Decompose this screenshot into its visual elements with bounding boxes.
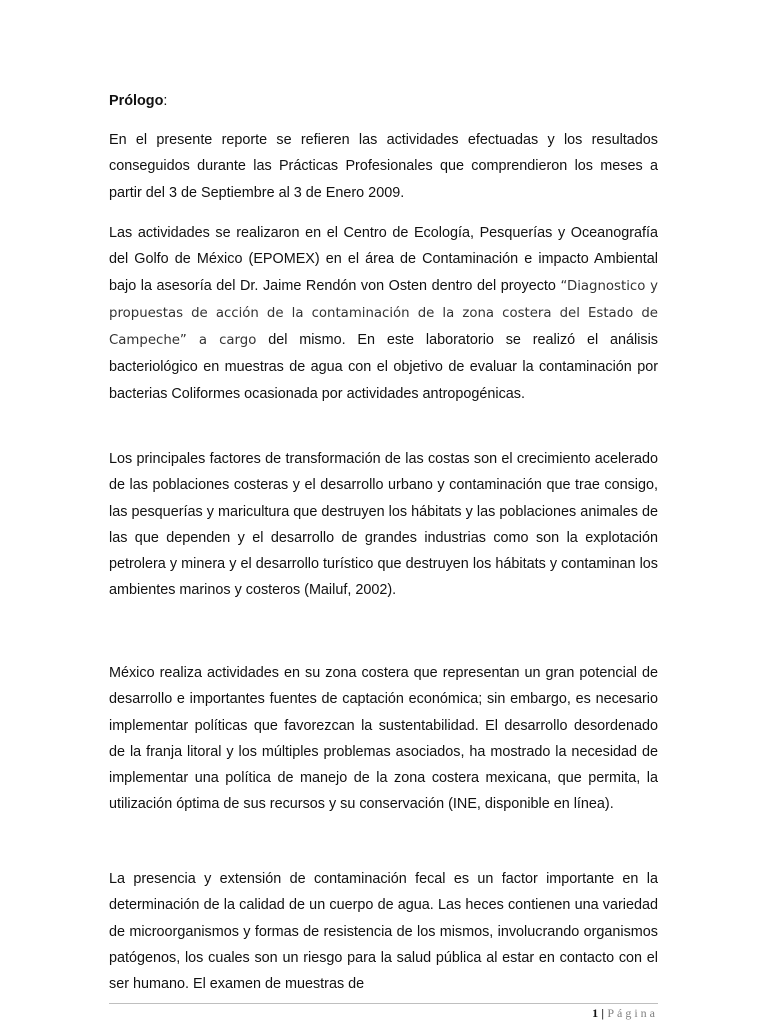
paragraph-mexico: México realiza actividades en su zona costera que representan un gran potencial de desarrollo e importantes fuentes de captación económica; sin embargo, es necesario implementar políticas que favorezcan la sustentabilidad. El desarrollo desordenado de la franja litoral y los múltiples problemas asociados, ha mostrado la necesidad de implementar una política de manejo de la zona costera mexicana, que permita, la utilización óptima de sus recursos y su conservación (INE, disponible en línea).: [109, 665, 658, 813]
paragraph-activities: [109, 220, 658, 407]
page-number: 1: [592, 1006, 599, 1020]
page-footer: [592, 1006, 658, 1020]
footer-separator: |: [601, 1006, 605, 1020]
footer-divider: [109, 1003, 658, 1004]
title-colon: :: [163, 93, 168, 109]
paragraph-activities-text-1: Las actividades se realizaron en el Centro de Ecología, Pesquerías y Oceanografía del Golfo de México (EPOMEX) en el área de Contaminación e impacto Ambiental bajo la asesoría del Dr. Jaime Rendón von Osten dentro del proyecto: [109, 225, 658, 294]
project-title-quote: “Diagnostico y propuestas de acción de la contaminación de la zona costera del Estado de Campeche” a cargo: [109, 278, 658, 349]
paragraph-activities-text-2: del mismo. En este laboratorio se realizó el análisis bacteriológico en muestras de agua con el objetivo de evaluar la contaminación por bacterias Coliformes ocasionada por actividades antropogénicas.: [109, 332, 659, 402]
paragraph-intro: En el presente reporte se refieren las actividades efectuadas y los resultados conseguidos durante las Prácticas Profesionales que comprendieron los meses a partir del 3 de Septiembre al 3 de Enero 2009.: [109, 132, 658, 201]
paragraph-fecal-contamination: La presencia y extensión de contaminación fecal es un factor importante en la determinación de la calidad de un cuerpo de agua. Las heces contienen una variedad de microorganismos y formas de resistencia de los mismos, involucrando organismos patógenos, los cuales son un riesgo para la salud pública al estar en contacto con el ser humano. El examen de muestras de: [109, 871, 658, 993]
paragraph-factors: Los principales factores de transformación de las costas son el crecimiento acelerado de las poblaciones costeras y el desarrollo urbano y contaminación que trae consigo, las pesquerías y maricultura que destruyen los hábitats y las poblaciones animales de las que dependen y el desarrollo de grandes industrias como son la explotación petrolera y minera y el desarrollo turístico que destruyen los hábitats y contaminan los ambientes marinos y costeros (Mailuf, 2002).: [109, 451, 658, 599]
title-text: Prólogo: [109, 93, 164, 109]
page-word: Página: [607, 1006, 658, 1020]
page-title: [109, 88, 167, 114]
